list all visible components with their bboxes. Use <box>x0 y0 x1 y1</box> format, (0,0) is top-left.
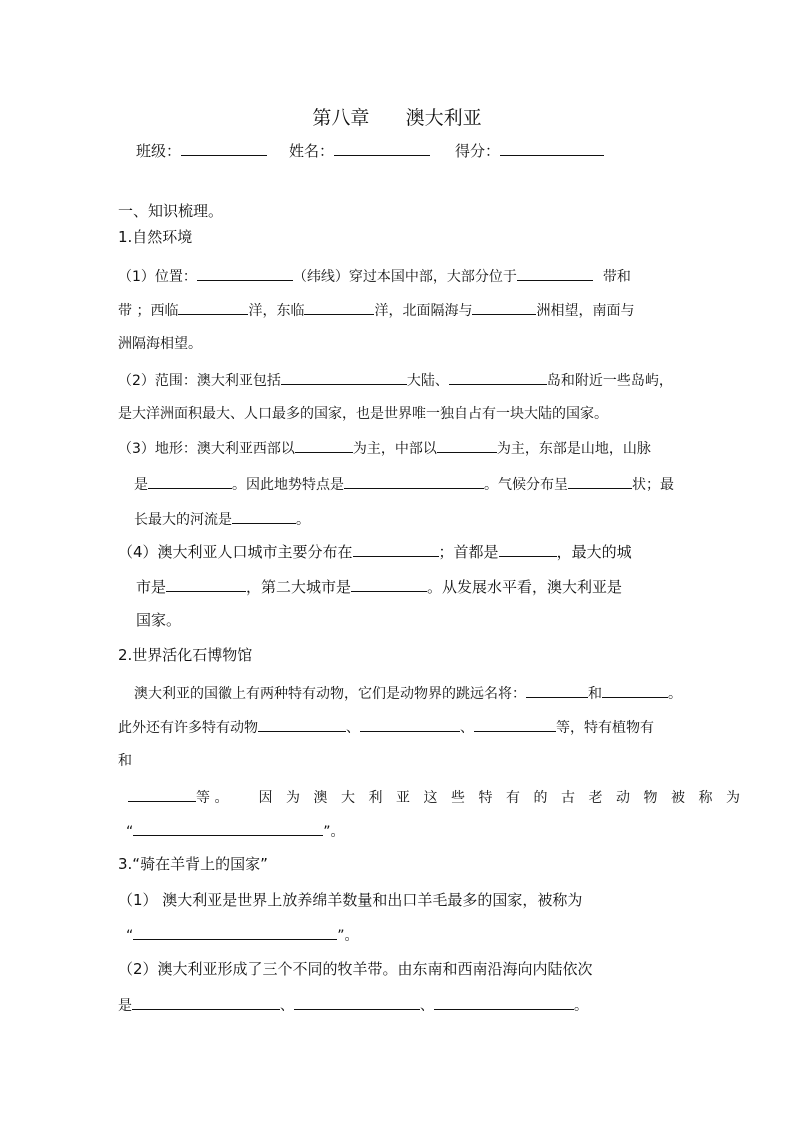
answer-blank[interactable] <box>133 924 337 940</box>
score-label: 得分： <box>455 142 501 160</box>
answer-blank[interactable] <box>474 716 556 732</box>
p2-text: 因为澳大利亚这些特有的古老动物被称为 <box>258 790 754 806</box>
q5-text: “ <box>126 928 134 944</box>
p2-text: ”。 <box>323 824 345 840</box>
q4-text: ，最大的城 <box>556 543 632 561</box>
q6-line1 <box>118 959 593 979</box>
answer-blank[interactable] <box>449 369 547 385</box>
q1-text: 带和 <box>602 269 631 285</box>
q4-line1 <box>118 541 632 562</box>
q3-text: 。气候分布呈 <box>484 477 568 493</box>
q1-text: 洲相望，南面与 <box>536 303 635 319</box>
name-label: 姓名： <box>289 142 335 160</box>
p2-line5 <box>126 820 345 842</box>
q3-text: 。因此地势特点是 <box>232 477 344 493</box>
q1-text: 带 ；西临 <box>118 303 179 319</box>
answer-blank[interactable] <box>295 437 353 453</box>
p2-text: 等，特有植物有 <box>556 720 654 736</box>
header-fields <box>136 140 604 161</box>
q3-text: 为主，中部以 <box>352 441 437 457</box>
q2-text: 岛和附近一些岛屿， <box>546 373 673 389</box>
q2-line1 <box>118 369 673 391</box>
q4-text: ；首都是 <box>438 543 499 561</box>
q3-text: （3）地形：澳大利亚西部以 <box>118 441 295 457</box>
p2-line4 <box>128 786 753 808</box>
answer-blank[interactable] <box>304 299 374 315</box>
p2-text: 、 <box>460 720 474 736</box>
score-blank[interactable] <box>500 140 604 156</box>
q1-line2 <box>118 299 634 321</box>
q5-line2 <box>126 924 359 946</box>
page-title: 第八章 澳大利亚 <box>312 107 482 129</box>
class-blank[interactable] <box>181 140 267 156</box>
q1-text: （1）位置： <box>118 269 197 285</box>
q3-text: 长最大的河流是 <box>134 512 232 528</box>
q5-text: ”。 <box>337 928 359 944</box>
q1-text: 洋，东临 <box>248 303 305 319</box>
q4-text: 市是 <box>136 578 167 596</box>
answer-blank[interactable] <box>360 716 460 732</box>
q4-line2 <box>136 576 622 597</box>
answer-blank[interactable] <box>526 682 588 698</box>
q5-line1 <box>118 890 582 910</box>
q1-line3: 洲隔海相望。 <box>118 336 202 352</box>
answer-blank[interactable] <box>472 299 536 315</box>
answer-blank[interactable] <box>602 682 668 698</box>
answer-blank[interactable] <box>281 369 407 385</box>
q6-text: 、 <box>420 998 434 1014</box>
q4-text: （4）澳大利亚人口城市主要分布在 <box>118 543 353 561</box>
section-heading: 一、知识梳理。 <box>118 202 224 220</box>
p2-text: 。 <box>668 686 682 702</box>
q3-text: 是 <box>134 477 148 493</box>
answer-blank[interactable] <box>499 541 557 557</box>
q1-line1 <box>118 265 631 287</box>
p2-text: 等 。 <box>196 790 229 806</box>
q3-text: 。 <box>296 512 310 528</box>
p2-text: “ <box>126 824 134 840</box>
answer-blank[interactable] <box>517 265 593 281</box>
q2-line2: 是大洋洲面积最大、人口最多的国家，也是世界唯一独自占有一块大陆的国家。 <box>118 406 608 422</box>
class-label: 班级： <box>136 142 182 160</box>
answer-blank[interactable] <box>351 576 427 592</box>
answer-blank[interactable] <box>148 473 232 489</box>
p2-text: 和 <box>588 686 602 702</box>
answer-blank[interactable] <box>133 820 323 836</box>
topic-heading-2: 2.世界活化石博物馆 <box>118 646 253 664</box>
p2-text: 此外还有许多特有动物 <box>118 720 258 736</box>
q2-text: （2）范围：澳大利亚包括 <box>118 373 281 389</box>
q6-text: 、 <box>280 998 294 1014</box>
q3-line2 <box>134 473 674 495</box>
answer-blank[interactable] <box>568 473 632 489</box>
q3-line1 <box>118 437 651 459</box>
answer-blank[interactable] <box>294 994 420 1010</box>
answer-blank[interactable] <box>437 437 497 453</box>
q4-line3: 国家。 <box>136 611 182 629</box>
answer-blank[interactable] <box>166 576 246 592</box>
answer-blank[interactable] <box>258 716 346 732</box>
answer-blank[interactable] <box>132 994 280 1010</box>
q3-text: 为主，东部是山地，山脉 <box>496 441 651 457</box>
q2-text: 大陆、 <box>406 373 449 389</box>
q5-text: （1） 澳大利亚是世界上放养绵羊数量和出口羊毛最多的国家，被称为 <box>118 891 583 909</box>
p2-text: 澳大利亚的国徽上有两种特有动物，它们是动物界的跳远名将： <box>134 686 526 702</box>
name-blank[interactable] <box>334 140 430 156</box>
answer-blank[interactable] <box>178 299 248 315</box>
q3-line3 <box>134 508 310 530</box>
q1-text: 洋，北面隔海与 <box>374 303 473 319</box>
p2-line2 <box>118 716 654 738</box>
p2-line3: 和 <box>118 753 132 769</box>
q6-text: 是 <box>118 998 132 1014</box>
q4-text: ，第二大城市是 <box>246 578 352 596</box>
q3-text: 状；最 <box>632 477 674 493</box>
answer-blank[interactable] <box>197 265 293 281</box>
p2-text: 、 <box>346 720 360 736</box>
q6-text: （2）澳大利亚形成了三个不同的牧羊带。由东南和西南沿海向内陆依次 <box>118 960 593 978</box>
q4-text: 。从发展水平看，澳大利亚是 <box>427 578 623 596</box>
answer-blank[interactable] <box>128 786 196 802</box>
q6-line2 <box>118 994 588 1016</box>
answer-blank[interactable] <box>434 994 574 1010</box>
q1-text: （纬线）穿过本国中部，大部分位于 <box>292 269 517 285</box>
answer-blank[interactable] <box>344 473 484 489</box>
q6-text: 。 <box>574 998 588 1014</box>
answer-blank[interactable] <box>232 508 296 524</box>
p2-line1 <box>134 682 682 704</box>
answer-blank[interactable] <box>353 541 439 557</box>
topic-heading-3: 3.“骑在羊背上的国家” <box>118 855 268 873</box>
topic-heading-1: 1.自然环境 <box>118 228 193 246</box>
